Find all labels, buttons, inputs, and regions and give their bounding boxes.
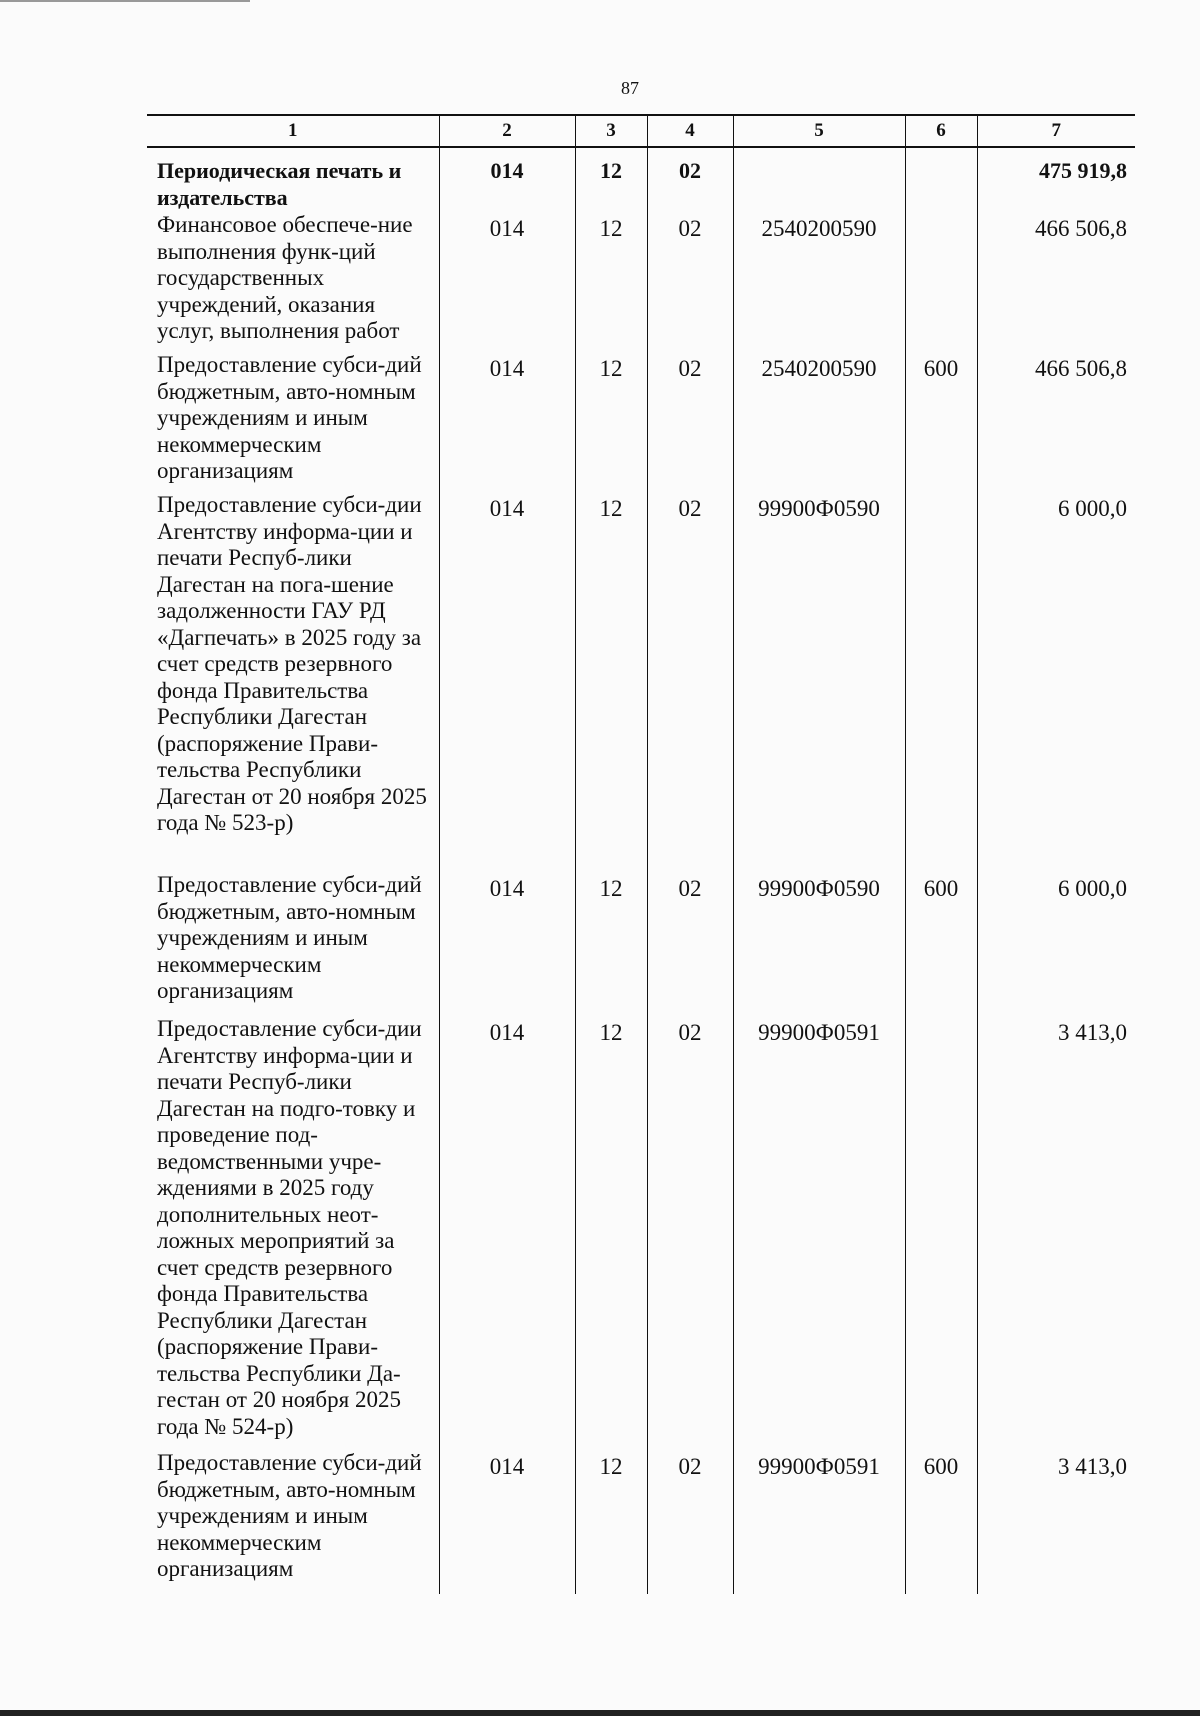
- subsection-code: 02: [647, 352, 733, 492]
- section-code: 12: [575, 212, 647, 352]
- expense-type-code: [905, 492, 977, 872]
- column-header: 7: [977, 115, 1135, 147]
- scan-edge-top: [0, 0, 250, 2]
- subsection-code: 02: [647, 492, 733, 872]
- row-name: Предоставление субси-дий бюджетным, авто-номным учреждениям и иным некоммерческим организациям: [157, 872, 422, 1003]
- page-number: 87: [621, 78, 639, 98]
- target-article-code: 99900Ф0591: [733, 1450, 905, 1594]
- budget-table: [147, 114, 1135, 1594]
- target-article-code: 99900Ф0590: [733, 872, 905, 1016]
- column-header: 4: [647, 115, 733, 147]
- expense-type-code: 600: [905, 352, 977, 492]
- target-article-code: 99900Ф0590: [733, 492, 905, 872]
- amount: 6 000,0: [977, 872, 1135, 1016]
- expense-type-code: [905, 212, 977, 352]
- row-name: Предоставление субси-дий бюджетным, авто-номным учреждениям и иным некоммерческим организациям: [157, 1450, 422, 1581]
- table-row: [147, 1450, 1135, 1594]
- subsection-code: 02: [647, 1450, 733, 1594]
- ministry-code: 014: [439, 147, 575, 212]
- table-row-section-total: [147, 147, 1135, 212]
- expense-type-code: [905, 1016, 977, 1450]
- amount: 6 000,0: [977, 492, 1135, 872]
- scan-edge-bottom: [0, 1710, 1200, 1716]
- subsection-code: 02: [647, 212, 733, 352]
- table-row: [147, 212, 1135, 352]
- amount: 3 413,0: [977, 1450, 1135, 1594]
- header-row: [147, 115, 1135, 147]
- section-code: 12: [575, 492, 647, 872]
- table-row: [147, 352, 1135, 492]
- table-row: [147, 492, 1135, 872]
- amount: 475 919,8: [977, 147, 1135, 212]
- column-header: 3: [575, 115, 647, 147]
- target-article-code: [733, 147, 905, 212]
- subsection-code: 02: [647, 1016, 733, 1450]
- ministry-code: 014: [439, 212, 575, 352]
- subsection-code: 02: [647, 872, 733, 1016]
- row-name: Предоставление субси-дий бюджетным, авто-номным учреждениям и иным некоммерческим организациям: [157, 352, 422, 483]
- row-name: Предоставление субси-дии Агентству информа-ции и печати Респуб-лики Дагестан на подго-товку и проведение под-ведомственными учре-ждениями в 2025 году дополнительных неот-ложных мероприятий за счет средств резервного фонда Правительства Республики Дагестан (распоряжение Прави-тельства Республики Да-гестан от 20 ноября 2025 года № 524-р): [157, 1016, 422, 1439]
- ministry-code: 014: [439, 1450, 575, 1594]
- table-row: [147, 1016, 1135, 1450]
- section-code: 12: [575, 1016, 647, 1450]
- target-article-code: 99900Ф0591: [733, 1016, 905, 1450]
- row-name: Финансовое обеспече-ние выполнения функ-ций государственных учреждений, оказания услуг, выполнения работ: [157, 212, 413, 343]
- ministry-code: 014: [439, 352, 575, 492]
- expense-type-code: [905, 147, 977, 212]
- column-header: 1: [147, 115, 439, 147]
- section-code: 12: [575, 1450, 647, 1594]
- expense-type-code: 600: [905, 872, 977, 1016]
- row-name: Периодическая печать и издательства: [157, 158, 402, 210]
- target-article-code: 2540200590: [733, 212, 905, 352]
- ministry-code: 014: [439, 872, 575, 1016]
- section-code: 12: [575, 352, 647, 492]
- section-code: 12: [575, 147, 647, 212]
- ministry-code: 014: [439, 492, 575, 872]
- column-header: 2: [439, 115, 575, 147]
- expense-type-code: 600: [905, 1450, 977, 1594]
- amount: 466 506,8: [977, 212, 1135, 352]
- subsection-code: 02: [647, 147, 733, 212]
- column-header: 6: [905, 115, 977, 147]
- target-article-code: 2540200590: [733, 352, 905, 492]
- section-code: 12: [575, 872, 647, 1016]
- amount: 466 506,8: [977, 352, 1135, 492]
- row-name: Предоставление субси-дии Агентству информа-ции и печати Респуб-лики Дагестан на пога-шение задолженности ГАУ РД «Дагпечать» в 2025 году за счет средств резервного фонда Правительства Республики Дагестан (распоряжение Прави-тельства Республики Дагестан от 20 ноября 2025 года № 523-р): [157, 492, 427, 835]
- column-header: 5: [733, 115, 905, 147]
- ministry-code: 014: [439, 1016, 575, 1450]
- amount: 3 413,0: [977, 1016, 1135, 1450]
- table-row: [147, 872, 1135, 1016]
